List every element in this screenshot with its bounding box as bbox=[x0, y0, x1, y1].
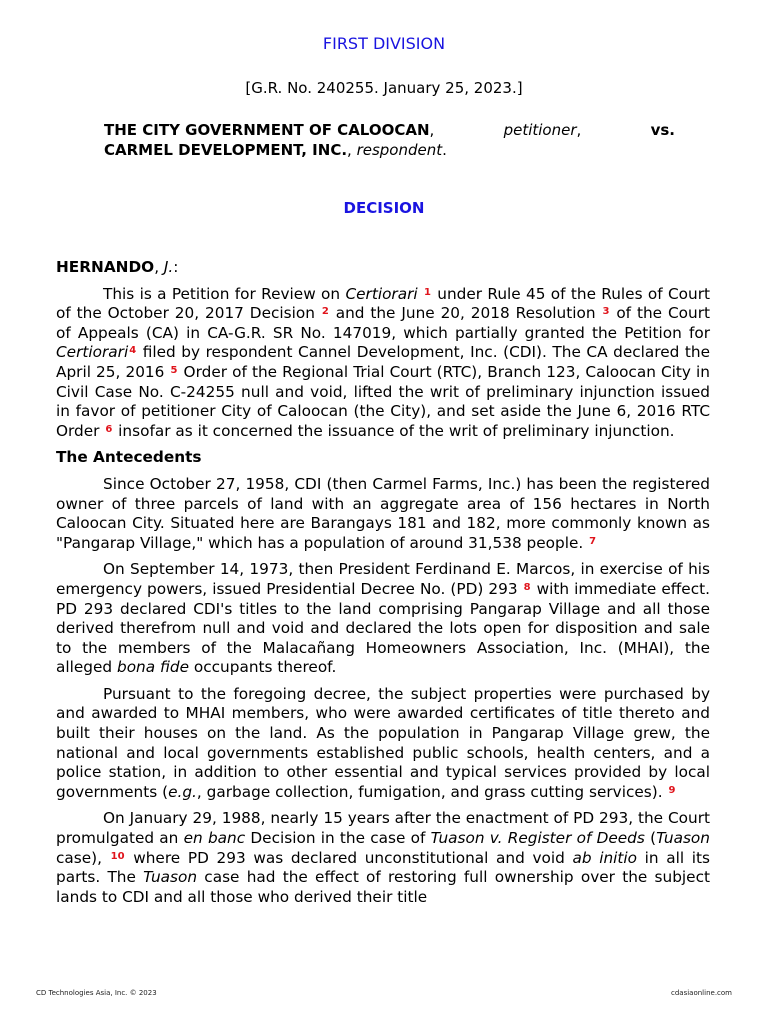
respondent-role: respondent bbox=[356, 141, 443, 159]
paragraph: On January 29, 1988, nearly 15 years after the enactment of PD 293, the Court promulgated an en banc Decision in the case of Tuason v. Register of Deeds (Tuason case), $^{10}$ where PD 293 was declared unconstitutional and void ab initio in all its parts. The Tuason case had the effect of restoring full ownership over the subject lands to CDI and all those who derived their title bbox=[56, 809, 711, 906]
petitioner-role: petitioner bbox=[503, 121, 577, 139]
footnote-link[interactable]: 2 bbox=[321, 306, 329, 318]
versus: vs. bbox=[650, 121, 675, 139]
ponente: HERNANDO, J.: bbox=[56, 258, 179, 276]
petitioner-name: THE CITY GOVERNMENT OF CALOOCAN bbox=[104, 121, 430, 139]
ponente-name: HERNANDO bbox=[56, 258, 155, 276]
footnote-link[interactable]: 7 bbox=[589, 535, 597, 547]
paragraph: This is a Petition for Review on Certiorari $^1$ under Rule 45 of the Rules of Court of the October 20, 2017 Decision $^2$ and the June 20, 2018 Resolution $^3$ of the Court of Appeals (CA) in CA-G.R. SR No. 147019, which partially granted the Petition for Certiorari$^4$ filed by respondent Cannel Development, Inc. (CDI). The CA declared the April 25, 2016 $^5$ Order of the Regional Trial Court (RTC), Branch 123, Caloocan City in Civil Case No. C-24255 null and void, lifted the writ of preliminary injunction issued in favor of petitioner City of Caloocan (the City), and set aside the June 6, 2016 RTC Order $^6$ insofar as it concerned the issuance of the writ of preliminary injunction. bbox=[56, 284, 711, 440]
respondent-line: CARMEL DEVELOPMENT, INC., respondent. bbox=[104, 141, 447, 159]
footer-site: cdasiaonline.com bbox=[671, 989, 732, 997]
footnote-link[interactable]: 4 bbox=[129, 345, 137, 357]
footnote-link[interactable]: 3 bbox=[602, 306, 610, 318]
section-heading: The Antecedents bbox=[56, 448, 202, 467]
paragraph: On September 14, 1973, then President Ferdinand E. Marcos, in exercise of his emergency powers, issued Presidential Decree No. (PD) 293 $^8$ with immediate effect. PD 293 declared CDI's titles to the land comprising Pangarap Village and all those derived therefrom null and void and declared the lots open for disposition and sale to the members of the Malacañang Homeowners Association, Inc. (MHAI), the alleged bona fide occupants thereof. bbox=[56, 560, 710, 677]
paragraph: Since October 27, 1958, CDI (then Carmel Farms, Inc.) has been the registered owner of three parcels of land with an aggregate area of 156 hectares in North Caloocan City. Situated here are Barangays 181 and 182, more commonly known as "Pangarap Village," which has a population of around 31,538 people. $^7$ bbox=[56, 474, 710, 552]
petitioner-line: THE CITY GOVERNMENT OF CALOOCAN, petitioner, vs. bbox=[104, 121, 675, 139]
footer-copyright: CD Technologies Asia, Inc. © 2023 bbox=[36, 989, 157, 997]
footnote-link[interactable]: 8 bbox=[523, 581, 531, 593]
footnote-link[interactable]: 9 bbox=[668, 784, 676, 796]
case-parties bbox=[104, 120, 675, 160]
case-number: [G.R. No. 240255. January 25, 2023.] bbox=[245, 79, 523, 97]
footnote-link[interactable]: 1 bbox=[423, 286, 431, 298]
division-heading: FIRST DIVISION bbox=[322, 34, 446, 53]
decision-body bbox=[56, 258, 710, 914]
paragraph: Pursuant to the foregoing decree, the subject properties were purchased by and awarded to MHAI members, who were awarded certificates of title thereto and built their houses on the land. As the population in Pangarap Village grew, the national and local governments established public schools, health centers, and a police station, in addition to other essential and typical services provided by local governments (e.g., garbage collection, fumigation, and grass cutting services). $^9$ bbox=[56, 684, 710, 801]
respondent-name: CARMEL DEVELOPMENT, INC. bbox=[104, 141, 348, 159]
footnote-link[interactable]: 6 bbox=[105, 423, 113, 435]
footnote-link[interactable]: 10 bbox=[110, 850, 125, 862]
decision-title: DECISION bbox=[343, 199, 425, 217]
footnote-link[interactable]: 5 bbox=[170, 364, 178, 376]
ponente-suffix: J. bbox=[163, 258, 174, 276]
